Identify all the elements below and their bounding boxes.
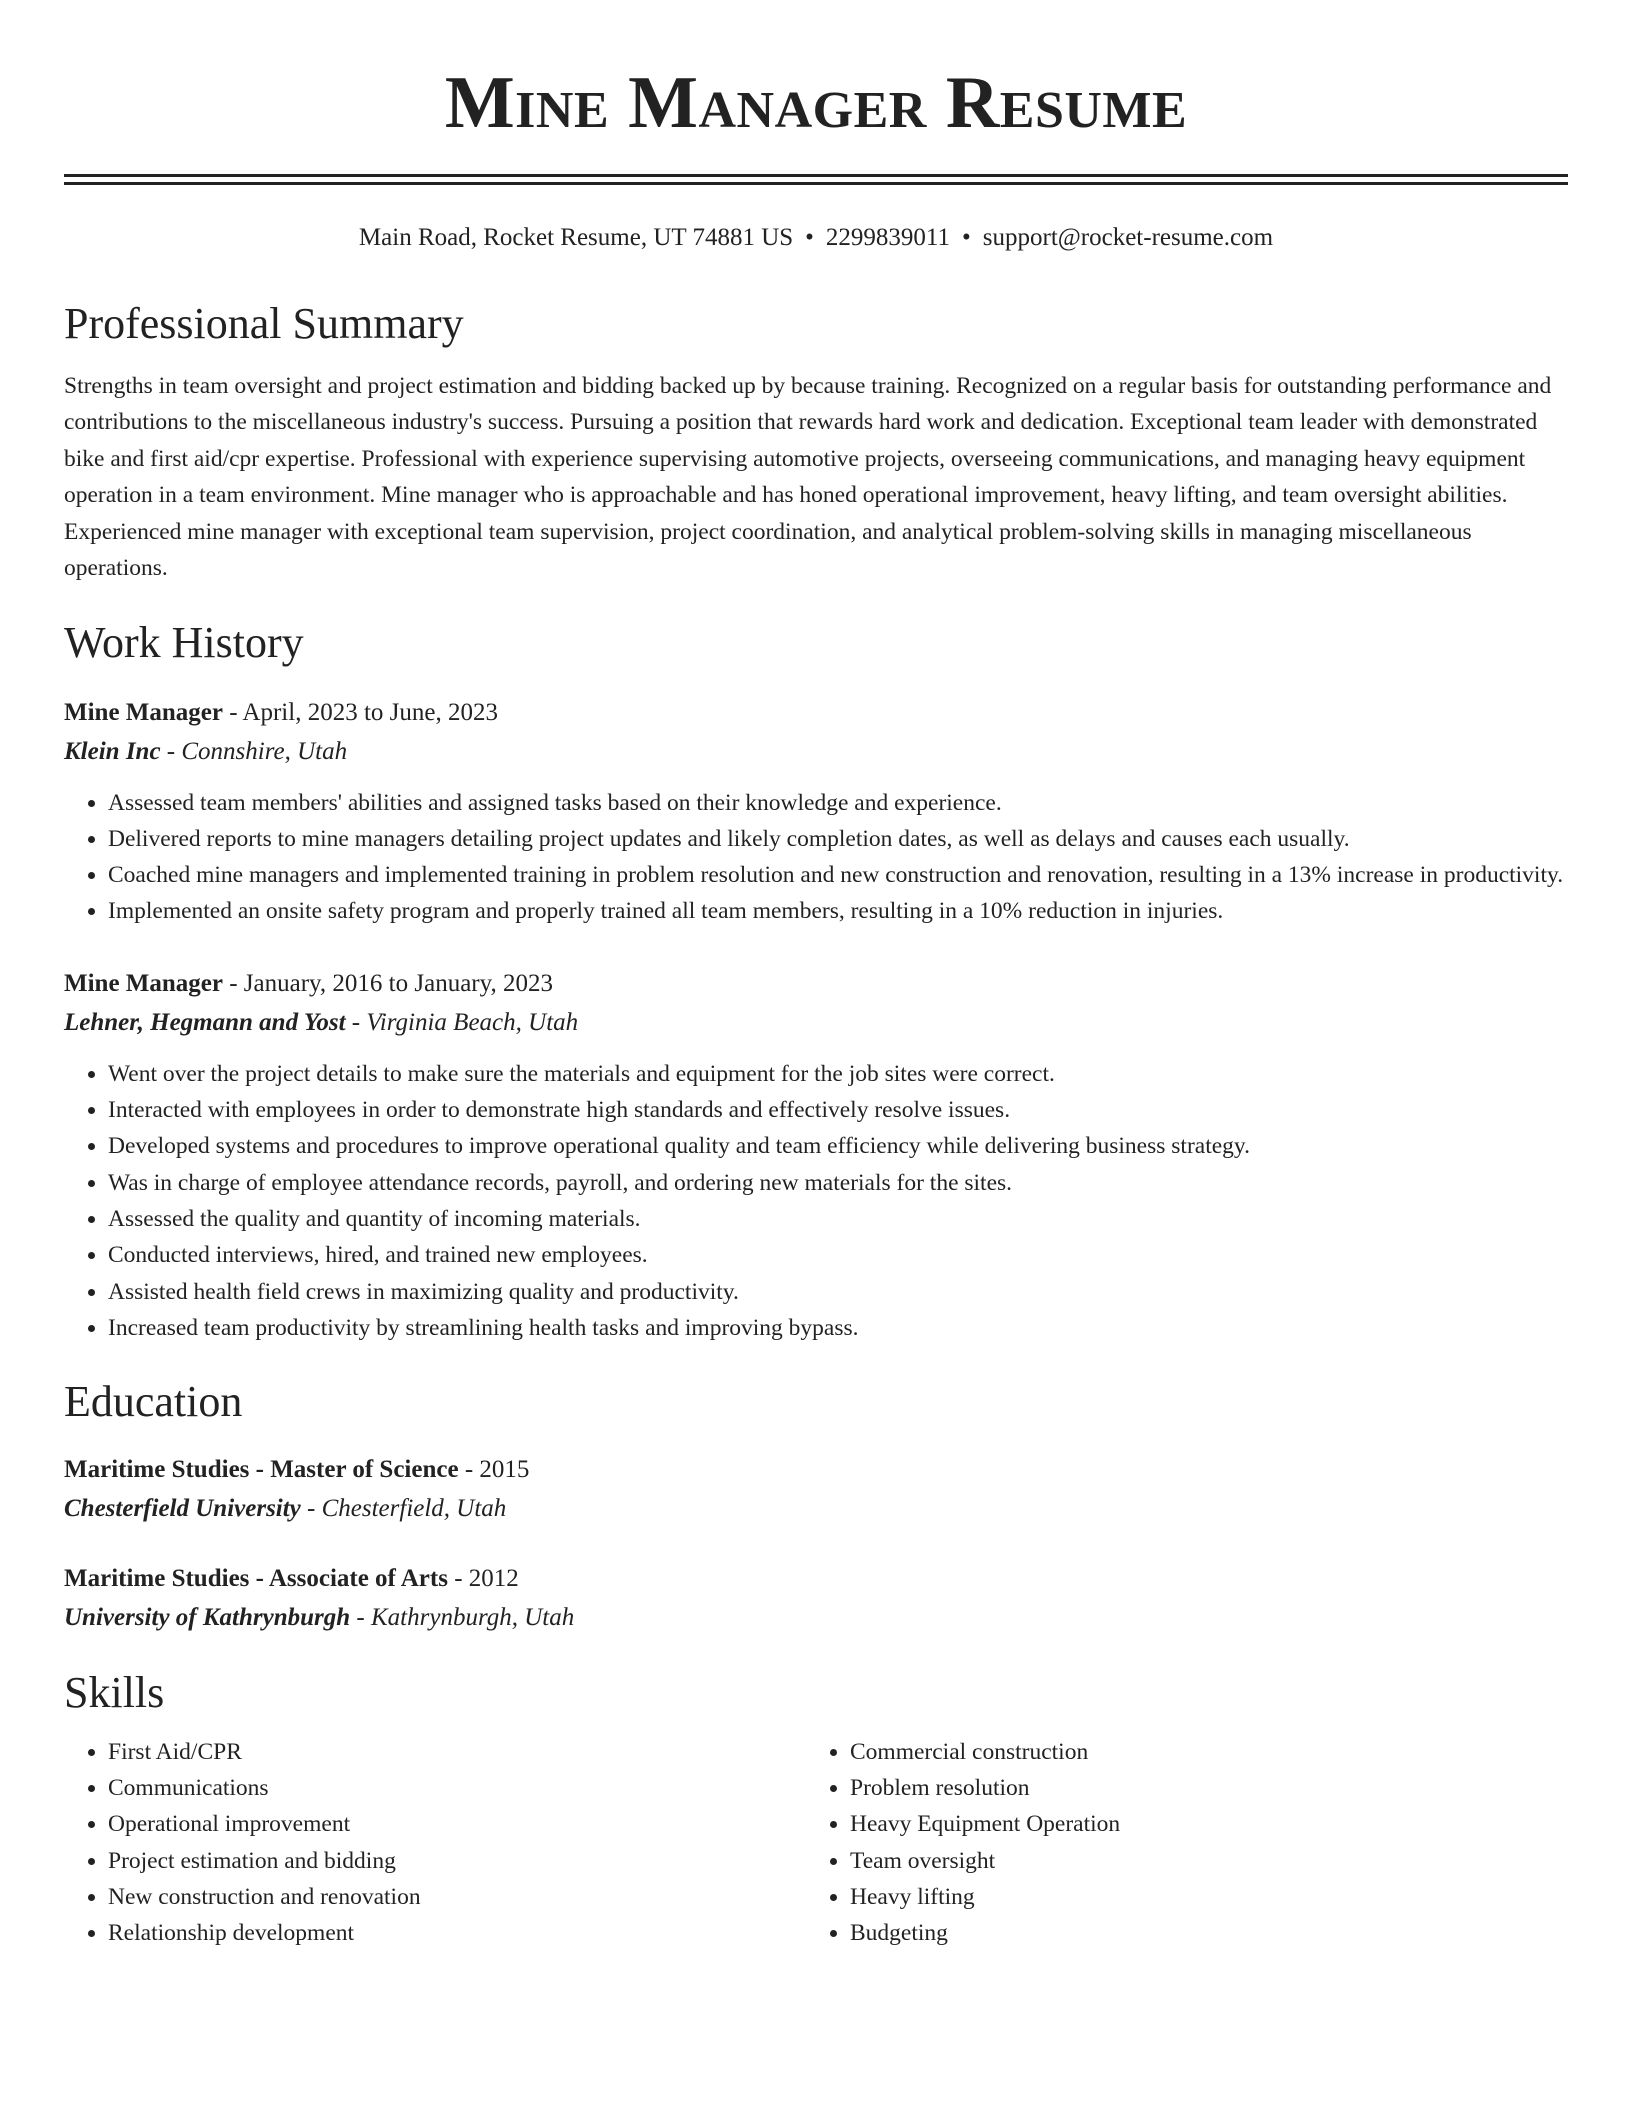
contact-phone: 2299839011	[825, 224, 950, 251]
education-degree-line	[64, 1451, 1568, 1489]
job-location: - Virginia Beach, Utah	[345, 1008, 579, 1036]
job-title-line	[64, 965, 1568, 1003]
education-degree-line	[64, 1560, 1568, 1598]
education-entry	[64, 1451, 1568, 1528]
skill-item: • Operational improvement	[108, 1806, 806, 1842]
skill-item: • Commercial construction	[850, 1734, 1120, 1770]
job-location: - Connshire, Utah	[160, 737, 348, 765]
education-school-line	[64, 1489, 1568, 1528]
job-title-line	[64, 694, 1568, 732]
job-bullet: • Was in charge of employee attendance records, payroll, and ordering new materials for the sites.	[108, 1165, 1568, 1201]
contact-line	[64, 223, 1568, 253]
job-role: Mine Manager	[64, 969, 223, 997]
job-bullet: • Conducted interviews, hired, and trained new employees.	[108, 1237, 1568, 1273]
education-school-line	[64, 1598, 1568, 1637]
skills-columns	[64, 1734, 1568, 1952]
skill-item: • Communications	[108, 1770, 806, 1806]
job-entry	[64, 965, 1568, 1346]
contact-separator: •	[962, 224, 971, 251]
contact-email: support@rocket-resume.com	[982, 224, 1274, 251]
education-location: - Kathrynburgh, Utah	[350, 1603, 575, 1631]
job-bullet: • Assessed team members' abilities and assigned tasks based on their knowledge and experience.	[108, 785, 1568, 821]
education-school: University of Kathrynburgh	[64, 1603, 351, 1631]
job-entry	[64, 694, 1568, 930]
skill-item: • First Aid/CPR	[108, 1734, 806, 1770]
job-company-line	[64, 732, 1568, 771]
section-heading-skills: Skills	[64, 1667, 165, 1717]
education-location: - Chesterfield, Utah	[300, 1494, 507, 1522]
job-role: Mine Manager	[64, 698, 223, 726]
skill-item: • Budgeting	[850, 1915, 1120, 1951]
skill-item: • Heavy Equipment Operation	[850, 1806, 1120, 1842]
title-double-rule	[64, 174, 1568, 185]
job-company: Lehner, Hegmann and Yost	[64, 1008, 346, 1036]
job-dates: - April, 2023 to June, 2023	[222, 698, 498, 726]
job-bullet: • Assessed the quality and quantity of incoming materials.	[108, 1201, 1568, 1237]
resume-title: Mine Manager Resume	[444, 62, 1188, 144]
job-dates: - January, 2016 to January, 2023	[222, 969, 554, 997]
job-bullets	[64, 785, 1568, 930]
skills-list-left	[64, 1734, 806, 1952]
education-school: Chesterfield University	[64, 1494, 301, 1522]
skills-list-right	[806, 1734, 1120, 1952]
skill-item: • Heavy lifting	[850, 1879, 1120, 1915]
education-degree: Maritime Studies - Master of Science	[64, 1455, 459, 1483]
skill-item: • Project estimation and bidding	[108, 1843, 806, 1879]
contact-separator: •	[805, 224, 814, 251]
section-heading-summary: Professional Summary	[64, 299, 464, 348]
job-bullet: • Implemented an onsite safety program and properly trained all team members, resulting in a 10% reduction in injuries.	[108, 893, 1568, 929]
skill-item: • Problem resolution	[850, 1770, 1120, 1806]
education-year: - 2015	[458, 1455, 530, 1483]
skill-item: • New construction and renovation	[108, 1879, 806, 1915]
education-entry	[64, 1560, 1568, 1637]
job-bullets	[64, 1056, 1568, 1346]
section-heading-education: Education	[64, 1377, 243, 1427]
job-company-line	[64, 1003, 1568, 1042]
job-bullet: • Went over the project details to make sure the materials and equipment for the job sites were correct.	[108, 1056, 1568, 1092]
skill-item: • Relationship development	[108, 1915, 806, 1951]
education-degree: Maritime Studies - Associate of Arts	[64, 1564, 448, 1592]
job-bullet: • Increased team productivity by streamlining health tasks and improving bypass.	[108, 1310, 1568, 1346]
job-bullet: • Developed systems and procedures to improve operational quality and team efficiency while delivering business strategy.	[108, 1128, 1568, 1164]
job-bullet: • Interacted with employees in order to demonstrate high standards and effectively resolve issues.	[108, 1092, 1568, 1128]
job-bullet: • Coached mine managers and implemented training in problem resolution and new construction and renovation, resulting in a 13% increase in productivity.	[108, 857, 1568, 893]
section-heading-work-history: Work History	[64, 617, 304, 667]
job-bullet: • Delivered reports to mine managers detailing project updates and likely completion dates, as well as delays and causes each usually.	[108, 821, 1568, 857]
education-year: - 2012	[447, 1564, 519, 1592]
job-company: Klein Inc	[64, 737, 161, 765]
skill-item: • Team oversight	[850, 1843, 1120, 1879]
job-bullet: • Assisted health field crews in maximizing quality and productivity.	[108, 1274, 1568, 1310]
contact-address: Main Road, Rocket Resume, UT 74881 US	[358, 224, 794, 251]
summary-text: Strengths in team oversight and project estimation and bidding backed up by because training. Recognized on a regular basis for outstanding performance and contributions to the miscellaneous industry's success. Pursuing a position that rewards hard work and dedication. Exceptional team leader with demonstrated bike and first aid/cpr expertise. Professional with experience supervising automotive projects, overseeing communications, and managing heavy equipment operation in a team environment. Mine manager who is approachable and has honed operational improvement, heavy lifting, and team oversight abilities. Experienced mine manager with exceptional team supervision, project coordination, and analytical problem-solving skills in managing miscellaneous operations.	[64, 372, 1552, 582]
